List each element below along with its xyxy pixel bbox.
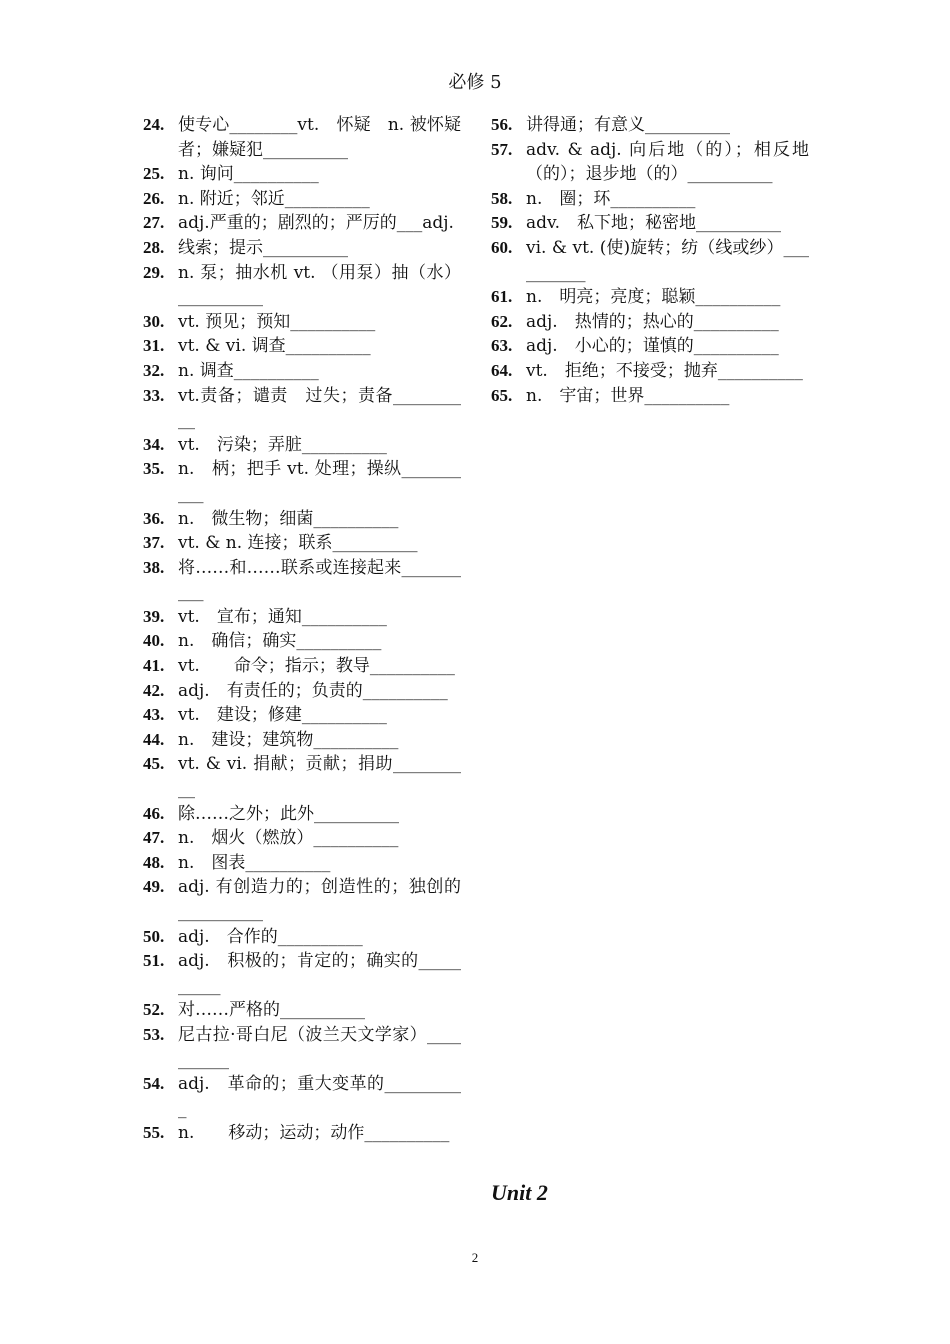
vocab-entry: 24. 使专心________vt. 怀疑 n. 被怀疑者；嫌疑犯__________	[143, 115, 461, 160]
vocab-entry: 42. adj. 有责任的；负责的__________	[143, 680, 448, 701]
unit-heading: Unit 2	[491, 1180, 548, 1205]
left-column	[143, 113, 478, 1146]
vocab-entry: 57. adv. & adj. 向后地（的）；相反地（的）；退步地（的）__________	[491, 139, 809, 185]
vocab-entry: 27. adj.严重的；剧烈的；严厉的___adj.	[143, 213, 454, 234]
vocab-entry: 46. 除……之外；此外__________	[143, 803, 399, 824]
vocab-entry: 54. adj. 革命的；重大变革的__________	[143, 1074, 461, 1119]
vocab-entry: 65. n. 宇宙；世界__________	[491, 385, 730, 406]
vocab-entry: 43. vt. 建设；修建__________	[143, 705, 387, 726]
vocab-entry: 48. n. 图表__________	[143, 852, 331, 873]
vocab-entry: 28. 线索；提示__________	[143, 237, 348, 258]
vocab-entry: 40. n. 确信；确实__________	[143, 631, 382, 652]
vocab-entry: 29. n. 泵；抽水机 vt. （用泵）抽（水）__________	[143, 262, 461, 308]
vocab-entry: 47. n. 烟火（燃放）__________	[143, 828, 399, 849]
vocab-entry: 26. n. 附近；邻近__________	[143, 188, 370, 209]
vocab-entry: 56. 讲得通；有意义__________	[491, 115, 730, 135]
vocab-entry: 45. vt. & vi. 捐献；贡献；捐助__________	[143, 754, 461, 800]
vocab-entry: 53. 尼古拉·哥白尼（波兰天文学家）__________	[143, 1024, 461, 1070]
vocab-entry: 37. vt. & n. 连接；联系__________	[143, 533, 418, 554]
vocab-entry: 30. vt. 预见；预知__________	[143, 311, 376, 332]
page-number: 2	[471, 1250, 479, 1265]
vocab-entry: 62. adj. 热情的；热心的__________	[491, 311, 779, 332]
vocab-entry: 32. n. 调查__________	[143, 360, 319, 381]
vocab-entry: 44. n. 建设；建筑物__________	[143, 729, 399, 750]
right-column	[491, 113, 809, 408]
vocab-entry: 61. n. 明亮；亮度；聪颖__________	[491, 287, 781, 308]
vocab-entry: 38. 将……和……联系或连接起来__________	[143, 557, 461, 603]
vocab-entry: 50. adj. 合作的__________	[143, 926, 363, 947]
vocab-entry: 25. n. 询问__________	[143, 164, 319, 185]
vocab-entry: 33. vt.责备；谴责 过失；责备__________	[143, 385, 461, 431]
vocab-entry: 41. vt. 命令；指示；教导__________	[143, 656, 455, 677]
vocab-entry: 39. vt. 宣布；通知__________	[143, 606, 387, 627]
vocab-entry: 59. adv. 私下地；秘密地__________	[491, 213, 782, 234]
vocab-entry: 34. vt. 污染；弄脏__________	[143, 434, 387, 455]
vocab-entry: 51. adj. 积极的；肯定的；确实的__________	[143, 951, 461, 996]
vocab-entry: 55. n. 移动；运动；动作__________	[143, 1123, 450, 1144]
vocab-entry: 36. n. 微生物；细菌__________	[143, 508, 399, 529]
vocab-entry: 64. vt. 拒绝；不接受；抛弃__________	[491, 360, 803, 381]
vocab-entry: 60. vi. & vt. (使)旋转；纺（线或纱）__________	[491, 237, 809, 283]
page-title: 必修 5	[448, 72, 502, 93]
vocab-entry: 52. 对……严格的__________	[143, 1000, 365, 1021]
vocab-entry: 49. adj. 有创造力的；创造性的；独创的 __________	[143, 877, 478, 922]
vocab-entry: 63. adj. 小心的；谨慎的__________	[491, 336, 779, 357]
vocab-entry: 58. n. 圈；环__________	[491, 188, 696, 209]
vocab-entry: 31. vt. & vi. 调查__________	[143, 336, 371, 357]
vocab-entry: 35. n. 柄；把手 vt. 处理；操纵__________	[143, 459, 461, 504]
